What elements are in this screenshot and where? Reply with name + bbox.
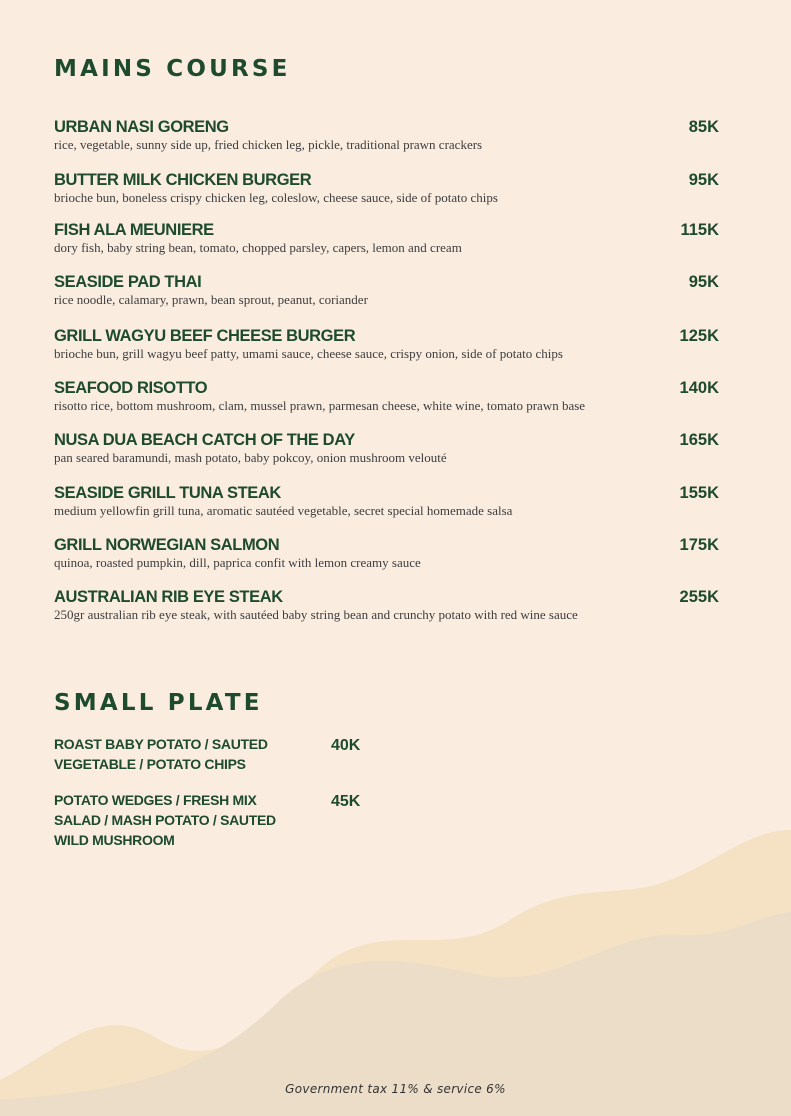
item-price: 95K [688,171,719,189]
item-price: 165K [679,431,719,449]
item-description: rice noodle, calamary, prawn, bean sprout, peanut, coriander [54,292,368,307]
menu-item [54,431,744,466]
item-name: FISH ALA MEUNIERE [54,221,214,239]
item-description: brioche bun, boneless crispy chicken leg, coleslow, cheese sauce, side of potato chips [54,190,498,205]
item-name: GRILL NORWEGIAN SALMON [54,536,280,554]
item-price: 255K [679,588,719,606]
menu-item [54,327,744,362]
item-description: brioche bun, grill wagyu beef patty, umami sauce, cheese sauce, crispy onion, side of potato chips [54,346,563,361]
item-description: quinoa, roasted pumpkin, dill, paprica confit with lemon creamy sauce [54,555,421,570]
menu-item [54,379,744,414]
item-price: 155K [679,484,719,502]
item-description: 250gr australian rib eye steak, with sautéed baby string bean and crunchy potato with red wine sauce [54,607,578,622]
item-description: pan seared baramundi, mash potato, baby pokcoy, onion mushroom velouté [54,450,447,465]
item-name: SEASIDE PAD THAI [54,273,202,291]
small-plate-item [54,734,361,774]
mains-course-title: MAINS COURSE [54,56,291,82]
menu-item [54,536,744,571]
small-plate-price: 45K [331,793,361,810]
item-price: 95K [688,273,719,291]
item-name: NUSA DUA BEACH CATCH OF THE DAY [54,431,355,449]
small-plate-title: SMALL PLATE [54,690,263,716]
small-plate-name: ROAST BABY POTATO / SAUTED VEGETABLE / POTATO CHIPS [54,736,268,772]
item-name: SEASIDE GRILL TUNA STEAK [54,484,281,502]
tax-service-note: Government tax 11% & service 6% [285,1082,506,1096]
menu-item [54,118,744,153]
item-name: URBAN NASI GORENG [54,118,229,136]
menu-item [54,484,744,519]
item-name: GRILL WAGYU BEEF CHEESE BURGER [54,327,356,345]
menu-item [54,273,744,308]
small-plate-item [54,790,361,850]
item-description: risotto rice, bottom mushroom, clam, mussel prawn, parmesan cheese, white wine, tomato prawn base [54,398,586,413]
item-description: dory fish, baby string bean, tomato, chopped parsley, capers, lemon and cream [54,240,462,255]
item-price: 85K [688,118,719,136]
small-plate-name: POTATO WEDGES / FRESH MIX SALAD / MASH POTATO / SAUTED WILD MUSHROOM [54,792,276,848]
item-name: BUTTER MILK CHICKEN BURGER [54,171,312,189]
small-plate-price: 40K [331,737,361,754]
menu-item [54,171,744,206]
item-name: SEAFOOD RISOTTO [54,379,208,397]
item-description: rice, vegetable, sunny side up, fried chicken leg, pickle, traditional prawn crackers [54,137,483,152]
item-price: 115K [680,221,719,239]
menu-item [54,221,744,256]
item-price: 140K [679,379,719,397]
menu-item [54,588,744,623]
item-name: AUSTRALIAN RIB EYE STEAK [54,588,283,606]
item-price: 175K [679,536,719,554]
item-price: 125K [679,327,719,345]
item-description: medium yellowfin grill tuna, aromatic sautéed vegetable, secret special homemade salsa [54,503,513,518]
